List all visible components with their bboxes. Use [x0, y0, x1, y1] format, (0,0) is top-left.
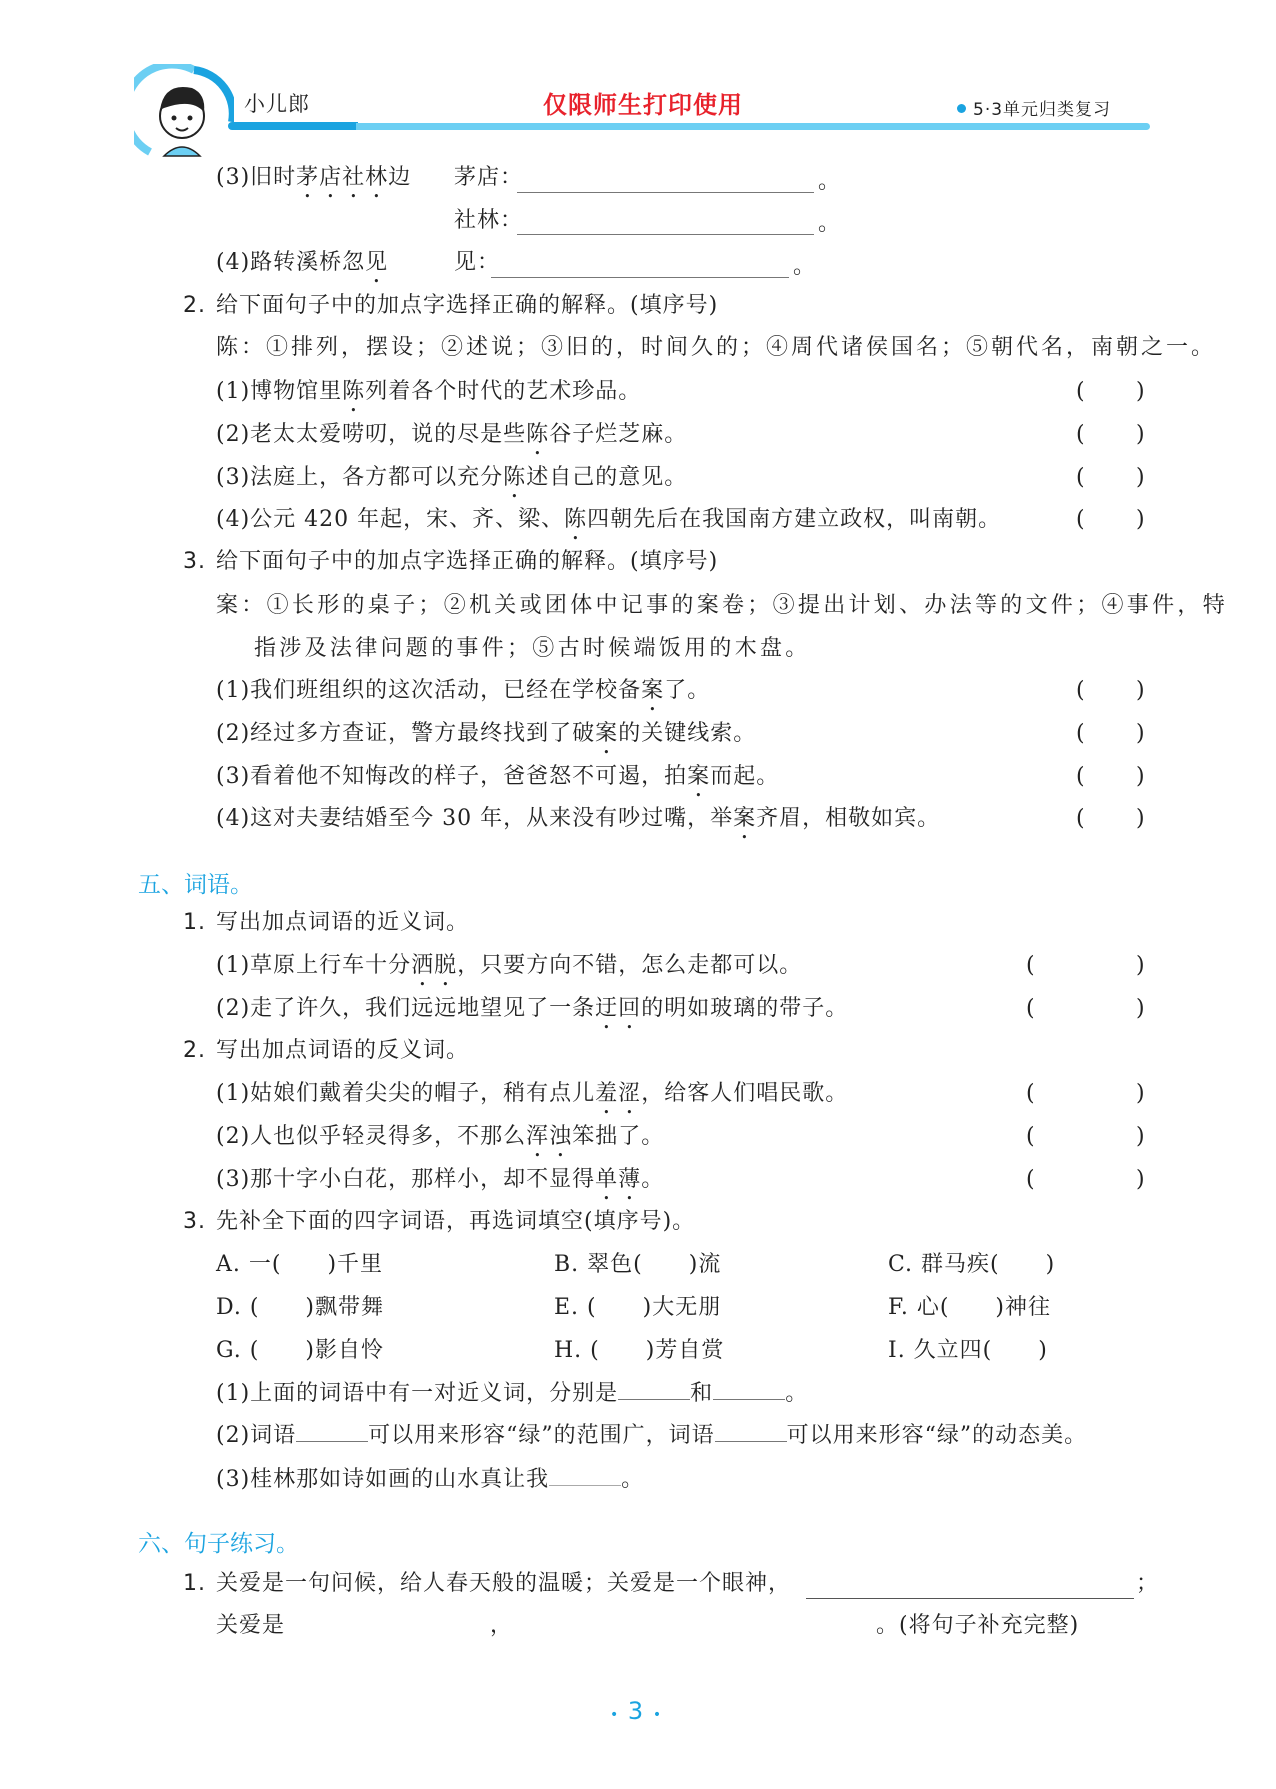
brand-name: 小儿郎 [244, 92, 310, 116]
answer-blank[interactable] [517, 234, 814, 235]
item-text: 齐眉，相敬如宾。 [756, 806, 941, 832]
dotted-word: 案 [641, 678, 665, 703]
answer-paren-open[interactable]: ( [1076, 720, 1085, 746]
answer-paren-close[interactable]: ) [1136, 379, 1145, 404]
dotted-word: 浑浊 [526, 1123, 573, 1149]
item-text: (1)姑娘们戴着尖尖的帽子，稍有点儿 [216, 1081, 596, 1106]
section-6-title: 六、句子练习。 [138, 1531, 299, 1557]
q3-definition-cont: 指涉及法律问题的事件；⑤古时候端饭用的木盘。 [254, 636, 811, 661]
s5-q3-title: 先补全下面的四字词语，再选词填空(填序号)。 [216, 1209, 696, 1234]
answer-paren-open[interactable]: ( [1076, 806, 1085, 832]
item-text: (1)草原上行车十分 [216, 953, 412, 978]
item-text: 而起。 [710, 763, 780, 789]
s5-q2-title: 写出加点词语的反义词。 [216, 1038, 470, 1063]
dotted-word: 茅店社林 [296, 165, 389, 190]
answer-paren-close[interactable]: ) [1136, 806, 1145, 832]
answer-paren-close[interactable]: ) [1136, 953, 1145, 978]
question-item [216, 1123, 664, 1162]
question-item [216, 378, 641, 417]
item-text: (1)我们班组织的这次活动，已经在学校备 [216, 678, 642, 703]
q1-item-4 [216, 249, 388, 288]
question-item [216, 805, 940, 844]
dotted-word: 陈 [503, 464, 527, 490]
answer-paren-open[interactable]: ( [1076, 678, 1085, 703]
dotted-word: 见 [365, 250, 389, 275]
answer-paren-open[interactable]: ( [1076, 421, 1085, 447]
idiom-item: G. ( )影自怜 [216, 1337, 384, 1363]
s6-q1-text: 关爱是一句问候，给人春天般的温暖；关爱是一个眼神， [216, 1571, 792, 1596]
q2-definition: 陈：①排列，摆设；②述说；③旧的，时间久的；④周代诸侯国名；⑤朝代名，南朝之一。 [216, 335, 1217, 360]
answer-paren-close[interactable]: ) [1136, 507, 1145, 533]
item-text: (4)路转溪桥忽 [216, 250, 366, 275]
q3-number: 3. [183, 549, 206, 574]
item-text: (2)人也似乎轻灵得多，不那么 [216, 1123, 527, 1149]
item-text: 边 [388, 165, 412, 190]
answer-paren-close[interactable]: ) [1136, 421, 1145, 447]
fill-blank[interactable] [549, 1485, 621, 1486]
s5-q1-number: 1. [183, 910, 206, 935]
question-item [216, 506, 1001, 545]
dot: • [610, 1707, 620, 1723]
item-text: (2)老太太爱唠叨，说的尽是些 [216, 421, 527, 447]
answer-paren-close[interactable]: ) [1136, 1166, 1145, 1192]
dotted-word: 迂回 [595, 995, 642, 1021]
fill-text: (1)上面的词语中有一对近义词，分别是 [216, 1381, 619, 1406]
item-text: (1)博物馆里 [216, 379, 343, 404]
answer-paren-close[interactable]: ) [1136, 678, 1145, 703]
answer-paren-close[interactable]: ) [1136, 763, 1145, 789]
dotted-word: 案 [733, 806, 757, 832]
q2-title: 给下面句子中的加点字选择正确的解释。(填序号) [216, 293, 719, 318]
answer-paren-open[interactable]: ( [1026, 953, 1035, 978]
idiom-item: A. 一( )千里 [216, 1252, 384, 1277]
dotted-word: 单薄 [595, 1166, 642, 1192]
answer-paren-open[interactable]: ( [1026, 995, 1035, 1021]
question-item [216, 1080, 848, 1119]
dotted-word: 陈 [564, 507, 588, 533]
period: 。 [818, 169, 842, 194]
idiom-item: C. 群马疾( ) [888, 1252, 1056, 1277]
answer-paren-close[interactable]: ) [1136, 464, 1145, 490]
dotted-word: 洒脱 [411, 953, 458, 978]
fill-3 [216, 1466, 644, 1494]
q1-item-3 [216, 164, 411, 203]
fill-text: 可以用来形容“绿”的动态美。 [786, 1423, 1088, 1448]
answer-label: 见： [454, 250, 501, 275]
item-text: (3)那十字小白花，那样小，却不显得 [216, 1166, 596, 1192]
answer-paren-open[interactable]: ( [1026, 1166, 1035, 1192]
idiom-item: H. ( )芳自赏 [554, 1337, 725, 1363]
mascot-logo-icon [134, 64, 234, 158]
fill-text: 和 [690, 1381, 714, 1406]
item-text: (2)经过多方查证，警方最终找到了破 [216, 720, 596, 746]
fill-blank[interactable] [715, 1441, 787, 1442]
answer-paren-open[interactable]: ( [1026, 1123, 1035, 1149]
item-text: 的明如玻璃的带子。 [641, 995, 849, 1021]
page-number-value: 3 [627, 1697, 645, 1725]
idiom-item: I. 久立四( ) [888, 1337, 1048, 1363]
dotted-word: 陈 [526, 421, 550, 447]
idiom-item: D. ( )飘带舞 [216, 1294, 385, 1320]
item-text: 述自己的意见。 [526, 464, 688, 490]
question-item [216, 421, 687, 460]
answer-paren-close[interactable]: ) [1136, 1123, 1145, 1149]
question-item [216, 464, 687, 503]
fill-blank[interactable] [713, 1399, 785, 1400]
answer-blank[interactable] [491, 277, 789, 278]
s5-q3-number: 3. [183, 1209, 206, 1234]
item-text: ，给客人们唱民歌。 [641, 1081, 849, 1106]
print-notice: 仅限师生打印使用 [543, 91, 743, 119]
answer-paren-open[interactable]: ( [1076, 763, 1085, 789]
question-item [216, 677, 710, 716]
answer-paren-open[interactable]: ( [1076, 379, 1085, 404]
item-text: 。 [641, 1166, 665, 1192]
fill-blank[interactable] [618, 1399, 690, 1400]
item-text: ，只要方向不错，怎么走都可以。 [457, 953, 803, 978]
q3-definition: 案：①长形的桌子；②机关或团体中记事的案卷；③提出计划、办法等的文件；④事件，特 [216, 593, 1229, 618]
dotted-word: 陈 [342, 379, 366, 404]
fill-text: (2)词语 [216, 1423, 297, 1448]
item-text: (4)公元 420 年起，宋、齐、梁、 [216, 507, 565, 533]
idiom-item: B. 翠色( )流 [554, 1252, 722, 1277]
answer-paren-open[interactable]: ( [1076, 507, 1085, 533]
item-text: (2)走了许久，我们远远地望见了一条 [216, 995, 596, 1021]
item-text: (4)这对夫妻结婚至今 30 年，从来没有吵过嘴，举 [216, 806, 734, 832]
period: 。 [621, 1467, 645, 1492]
instruction: 。(将句子补充完整) [876, 1613, 1080, 1638]
period: 。 [818, 211, 842, 236]
s6-q1-number: 1. [183, 1571, 206, 1596]
idiom-item: F. 心( )神往 [888, 1294, 1051, 1320]
period: 。 [785, 1381, 809, 1406]
fill-blank[interactable] [296, 1441, 368, 1442]
question-item [216, 720, 756, 759]
item-text: 的关键线索。 [618, 720, 757, 746]
answer-blank[interactable] [806, 1598, 1134, 1599]
question-item [216, 1166, 664, 1205]
q2-number: 2. [183, 293, 206, 318]
fill-2 [216, 1422, 1087, 1450]
dotted-word: 案 [595, 720, 619, 746]
item-text: 谷子烂芝麻。 [549, 421, 688, 447]
comma: ， [490, 1613, 514, 1638]
answer-label: 社林： [454, 208, 524, 233]
idiom-item: E. ( )大无朋 [554, 1294, 722, 1320]
dotted-word: 案 [687, 763, 711, 789]
question-item [216, 995, 848, 1034]
item-text: (3)旧时 [216, 165, 297, 190]
item-text: 四朝先后在我国南方建立政权，叫南朝。 [587, 507, 1002, 533]
answer-label: 茅店： [454, 165, 524, 190]
page-number [610, 1697, 662, 1729]
answer-paren-close[interactable]: ) [1136, 995, 1145, 1021]
item-text: 列着各个时代的艺术珍品。 [365, 379, 642, 404]
s6-q1-line2: 关爱是 [216, 1613, 286, 1638]
dot: • [652, 1707, 663, 1723]
period: 。 [793, 254, 817, 279]
section-5-title: 五、词语。 [138, 872, 253, 898]
s5-q1-title: 写出加点词语的近义词。 [216, 910, 470, 935]
fill-text: 可以用来形容“绿”的范围广，词语 [368, 1423, 715, 1448]
header-bar [356, 123, 1150, 130]
answer-paren-open[interactable]: ( [1076, 464, 1085, 490]
question-item [216, 763, 779, 802]
s5-q2-number: 2. [183, 1038, 206, 1063]
item-text: (3)法庭上，各方都可以充分 [216, 464, 504, 490]
answer-paren-open[interactable]: ( [1026, 1081, 1035, 1106]
unit-label: 5·3单元归类复习 [973, 100, 1112, 120]
item-text: 了。 [664, 678, 711, 703]
answer-paren-close[interactable]: ) [1136, 1081, 1145, 1106]
dotted-word: 羞涩 [595, 1081, 642, 1106]
answer-paren-close[interactable]: ) [1136, 720, 1145, 746]
question-item [216, 952, 802, 991]
fill-1 [216, 1380, 808, 1408]
fill-text: (3)桂林那如诗如画的山水真让我 [216, 1467, 550, 1492]
bullet-icon [957, 104, 966, 113]
semicolon: ； [1136, 1571, 1160, 1596]
item-text: 笨拙了。 [572, 1123, 665, 1149]
answer-blank[interactable] [517, 192, 814, 193]
item-text: (3)看着他不知悔改的样子，爸爸怒不可遏，拍 [216, 763, 688, 789]
q3-title: 给下面句子中的加点字选择正确的解释。(填序号) [216, 549, 719, 574]
